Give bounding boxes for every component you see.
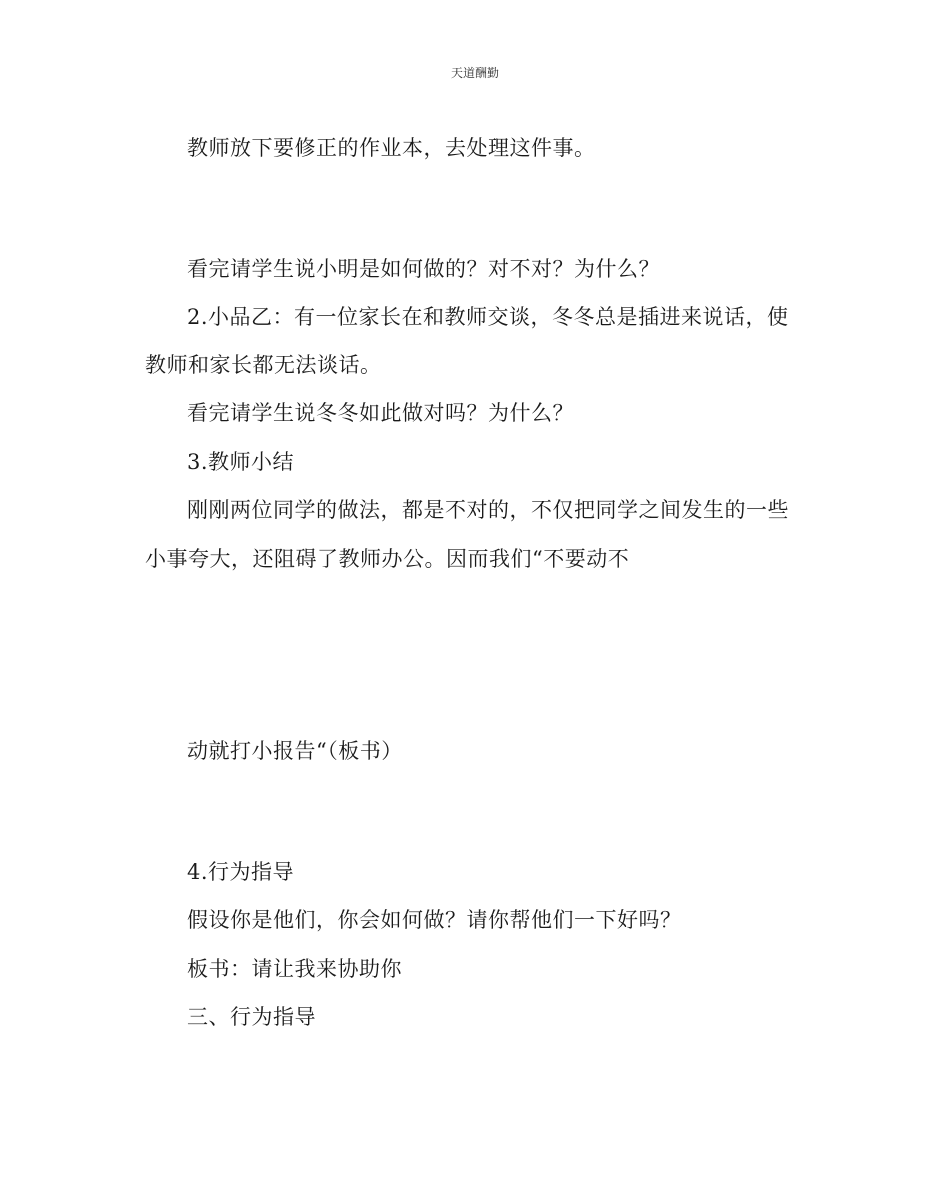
paragraph-line: 看完请学生说小明是如何做的？对不对？为什么？ <box>187 257 660 281</box>
paragraph-line: 假设你是他们，你会如何做？请你帮他们一下好吗？ <box>187 908 682 932</box>
paragraph-line: 4.行为指导 <box>187 860 295 884</box>
paragraph-line: 刚刚两位同学的做法，都是不对的，不仅把同学之间发生的一些 <box>187 498 789 522</box>
paragraph-line: 教师和家长都无法谈话。 <box>145 353 382 377</box>
paragraph-line: 板书：请让我来协助你 <box>187 957 402 981</box>
section-heading: 三、行为指导 <box>187 1005 316 1029</box>
paragraph-line: 教师放下要修正的作业本，去处理这件事。 <box>187 136 596 160</box>
paragraph-line: 动就打小报告“（板书） <box>187 739 403 763</box>
paragraph-line: 小事夸大，还阻碍了教师办公。因而我们“不要动不 <box>145 547 630 571</box>
paragraph-line: 看完请学生说冬冬如此做对吗？为什么？ <box>187 401 574 425</box>
page-header: 天道酬勤 <box>450 66 499 80</box>
paragraph-line: 3.教师小结 <box>187 450 295 474</box>
paragraph-line: 2.小品乙：有一位家长在和教师交谈，冬冬总是插进来说话，使 <box>187 305 789 329</box>
